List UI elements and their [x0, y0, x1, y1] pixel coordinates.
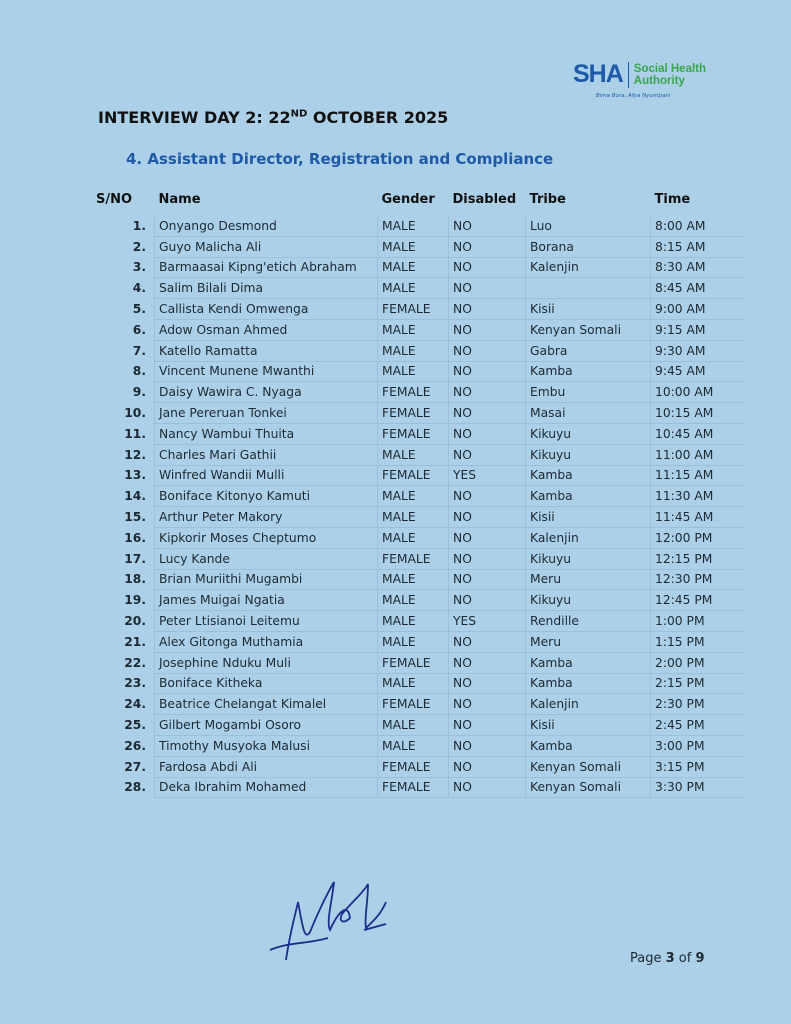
cell-tribe: Kenyan Somali	[526, 756, 651, 777]
cell-gender: FEMALE	[378, 423, 449, 444]
cell-gender: MALE	[378, 486, 449, 507]
cell-time: 11:45 AM	[651, 507, 746, 528]
cell-gender: FEMALE	[378, 756, 449, 777]
cell-gender: MALE	[378, 257, 449, 278]
cell-name: Beatrice Chelangat Kimalel	[155, 694, 378, 715]
cell-time: 2:00 PM	[651, 652, 746, 673]
cell-name: Lucy Kande	[155, 548, 378, 569]
cell-tribe: Masai	[526, 403, 651, 424]
cell-sno: 18.	[124, 572, 146, 587]
cell-time: 10:15 AM	[651, 403, 746, 424]
header-gender: Gender	[381, 191, 435, 207]
cell-tribe: Kamba	[526, 652, 651, 673]
cell-disabled: NO	[449, 257, 526, 278]
cell-gender: MALE	[378, 673, 449, 694]
cell-time: 12:30 PM	[651, 569, 746, 590]
cell-gender: MALE	[378, 340, 449, 361]
cell-gender: MALE	[378, 569, 449, 590]
cell-tribe: Embu	[526, 382, 651, 403]
cell-disabled: NO	[449, 756, 526, 777]
cell-name: Timothy Musyoka Malusi	[155, 735, 378, 756]
cell-gender: FEMALE	[378, 548, 449, 569]
cell-disabled: NO	[449, 694, 526, 715]
cell-gender: MALE	[378, 527, 449, 548]
cell-tribe: Kalenjin	[526, 257, 651, 278]
cell-disabled: NO	[449, 216, 526, 236]
cell-tribe: Meru	[526, 569, 651, 590]
cell-name: Salim Bilali Dima	[155, 278, 378, 299]
cell-time: 1:00 PM	[651, 611, 746, 632]
table-row	[96, 278, 745, 299]
cell-name: Arthur Peter Makory	[155, 507, 378, 528]
page-label: Page	[630, 951, 666, 966]
cell-tribe: Meru	[526, 631, 651, 652]
cell-disabled: NO	[449, 652, 526, 673]
cell-time: 12:00 PM	[651, 527, 746, 548]
cell-disabled: NO	[449, 299, 526, 320]
cell-time: 12:15 PM	[651, 548, 746, 569]
cell-disabled: NO	[449, 735, 526, 756]
cell-sno: 12.	[124, 447, 146, 462]
page-total: 9	[695, 951, 705, 966]
cell-sno: 21.	[124, 634, 146, 649]
cell-disabled: NO	[449, 340, 526, 361]
section-subtitle: 4. Assistant Director, Registration and Compliance	[126, 150, 554, 168]
cell-sno: 13.	[124, 468, 146, 483]
cell-sno: 24.	[124, 697, 146, 712]
cell-name: James Muigai Ngatia	[155, 590, 378, 611]
cell-name: Winfred Wandii Mulli	[155, 465, 378, 486]
cell-sno: 3.	[132, 260, 146, 275]
header-name: Name	[158, 191, 201, 207]
cell-tribe: Borana	[526, 236, 651, 257]
table-row	[96, 507, 745, 528]
cell-name: Guyo Malicha Ali	[155, 236, 378, 257]
table-row	[96, 611, 745, 632]
logo-name-line1: Social Health	[633, 62, 707, 75]
cell-name: Gilbert Mogambi Osoro	[155, 715, 378, 736]
cell-disabled: NO	[449, 548, 526, 569]
cell-disabled: NO	[449, 507, 526, 528]
cell-tribe: Kisii	[526, 507, 651, 528]
cell-tribe: Kalenjin	[526, 527, 651, 548]
table-row	[96, 652, 745, 673]
cell-disabled: NO	[449, 569, 526, 590]
cell-name: Vincent Munene Mwanthi	[155, 361, 378, 382]
cell-tribe: Kalenjin	[526, 694, 651, 715]
cell-time: 10:45 AM	[651, 423, 746, 444]
cell-time: 11:00 AM	[651, 444, 746, 465]
cell-tribe	[526, 278, 651, 299]
cell-name: Boniface Kitheka	[155, 673, 378, 694]
cell-disabled: NO	[449, 527, 526, 548]
cell-time: 8:30 AM	[651, 257, 746, 278]
cell-disabled: NO	[449, 777, 526, 798]
cell-tribe: Gabra	[526, 340, 651, 361]
header-disabled: Disabled	[452, 191, 517, 207]
logo-tagline: Bima Bora, Afya Nyumbani	[596, 93, 671, 99]
cell-name: Onyango Desmond	[155, 216, 378, 236]
page-number	[630, 951, 705, 966]
cell-name: Jane Pereruan Tonkei	[155, 403, 378, 424]
cell-time: 1:15 PM	[651, 631, 746, 652]
table-row	[96, 527, 745, 548]
cell-name: Deka Ibrahim Mohamed	[155, 777, 378, 798]
cell-sno: 25.	[124, 718, 146, 733]
cell-sno: 22.	[124, 655, 146, 670]
cell-name: Kipkorir Moses Cheptumo	[155, 527, 378, 548]
cell-sno: 19.	[124, 593, 146, 608]
cell-gender: FEMALE	[378, 465, 449, 486]
cell-time: 11:30 AM	[651, 486, 746, 507]
cell-tribe: Kamba	[526, 735, 651, 756]
table-row	[96, 361, 745, 382]
cell-tribe: Luo	[526, 216, 651, 236]
table-row	[96, 631, 745, 652]
cell-gender: MALE	[378, 735, 449, 756]
cell-gender: FEMALE	[378, 694, 449, 715]
cell-time: 9:00 AM	[651, 299, 746, 320]
cell-tribe: Kikuyu	[526, 423, 651, 444]
signature	[268, 872, 398, 972]
cell-gender: FEMALE	[378, 403, 449, 424]
cell-tribe: Kenyan Somali	[526, 777, 651, 798]
cell-sno: 20.	[124, 614, 146, 629]
cell-time: 2:45 PM	[651, 715, 746, 736]
cell-name: Katello Ramatta	[155, 340, 378, 361]
cell-time: 9:15 AM	[651, 319, 746, 340]
header-tribe: Tribe	[529, 191, 566, 207]
table-row	[96, 715, 745, 736]
cell-sno: 14.	[124, 489, 146, 504]
cell-disabled: NO	[449, 382, 526, 403]
table-row	[96, 340, 745, 361]
table-row	[96, 299, 745, 320]
cell-sno: 10.	[124, 406, 146, 421]
table-row	[96, 548, 745, 569]
cell-tribe: Kamba	[526, 673, 651, 694]
cell-sno: 27.	[124, 759, 146, 774]
table-row	[96, 423, 745, 444]
cell-gender: FEMALE	[378, 777, 449, 798]
cell-gender: MALE	[378, 361, 449, 382]
header-sno: S/NO	[96, 191, 133, 207]
cell-sno: 4.	[132, 281, 146, 296]
cell-sno: 9.	[132, 385, 146, 400]
cell-time: 3:30 PM	[651, 777, 746, 798]
cell-time: 8:00 AM	[651, 216, 746, 236]
cell-disabled: NO	[449, 631, 526, 652]
table-row	[96, 319, 745, 340]
cell-sno: 2.	[132, 239, 146, 254]
table-row	[96, 735, 745, 756]
cell-disabled: YES	[449, 465, 526, 486]
table-row	[96, 756, 745, 777]
cell-tribe: Kenyan Somali	[526, 319, 651, 340]
cell-disabled: NO	[449, 444, 526, 465]
logo-mark: SHA	[573, 60, 623, 88]
cell-gender: MALE	[378, 278, 449, 299]
cell-disabled: NO	[449, 278, 526, 299]
cell-sno: 23.	[124, 676, 146, 691]
cell-name: Callista Kendi Omwenga	[155, 299, 378, 320]
cell-time: 10:00 AM	[651, 382, 746, 403]
cell-name: Barmaasai Kipng'etich Abraham	[155, 257, 378, 278]
cell-disabled: NO	[449, 590, 526, 611]
cell-sno: 8.	[132, 364, 146, 379]
logo-name	[634, 63, 706, 87]
cell-sno: 16.	[124, 530, 146, 545]
table-row	[96, 444, 745, 465]
cell-gender: MALE	[378, 611, 449, 632]
cell-sno: 11.	[124, 426, 146, 441]
cell-disabled: NO	[449, 361, 526, 382]
sha-logo	[573, 60, 706, 89]
table-row	[96, 569, 745, 590]
cell-tribe: Kamba	[526, 486, 651, 507]
cell-time: 9:45 AM	[651, 361, 746, 382]
cell-name: Alex Gitonga Muthamia	[155, 631, 378, 652]
header-time: Time	[654, 191, 691, 207]
cell-time: 2:30 PM	[651, 694, 746, 715]
cell-gender: MALE	[378, 715, 449, 736]
page-of: of	[674, 951, 696, 966]
cell-gender: MALE	[378, 631, 449, 652]
title-sup: ND	[290, 108, 308, 120]
cell-disabled: NO	[449, 423, 526, 444]
cell-name: Daisy Wawira C. Nyaga	[155, 382, 378, 403]
cell-sno: 28.	[124, 780, 146, 795]
table-row	[96, 403, 745, 424]
cell-gender: MALE	[378, 319, 449, 340]
cell-gender: FEMALE	[378, 652, 449, 673]
table-row	[96, 236, 745, 257]
cell-name: Adow Osman Ahmed	[155, 319, 378, 340]
cell-time: 2:15 PM	[651, 673, 746, 694]
cell-time: 12:45 PM	[651, 590, 746, 611]
cell-gender: MALE	[378, 590, 449, 611]
table-row	[96, 486, 745, 507]
table-row	[96, 465, 745, 486]
page-title	[98, 108, 448, 127]
cell-disabled: NO	[449, 486, 526, 507]
cell-disabled: NO	[449, 715, 526, 736]
cell-disabled: NO	[449, 236, 526, 257]
cell-tribe: Kamba	[526, 361, 651, 382]
interview-table	[96, 188, 745, 798]
cell-tribe: Kisii	[526, 715, 651, 736]
cell-tribe: Kisii	[526, 299, 651, 320]
title-suffix: OCTOBER 2025	[307, 108, 449, 127]
cell-disabled: NO	[449, 673, 526, 694]
logo-divider	[628, 62, 629, 88]
cell-name: Boniface Kitonyo Kamuti	[155, 486, 378, 507]
table-row	[96, 216, 745, 236]
cell-gender: FEMALE	[378, 299, 449, 320]
cell-name: Fardosa Abdi Ali	[155, 756, 378, 777]
table-header	[96, 188, 745, 216]
cell-tribe: Kikuyu	[526, 548, 651, 569]
title-prefix: INTERVIEW DAY 2: 22	[98, 108, 291, 127]
cell-gender: MALE	[378, 507, 449, 528]
cell-name: Nancy Wambui Thuita	[155, 423, 378, 444]
logo-name-line2: Authority	[633, 74, 685, 87]
cell-sno: 7.	[132, 343, 146, 358]
cell-name: Brian Muriithi Mugambi	[155, 569, 378, 590]
cell-disabled: NO	[449, 403, 526, 424]
cell-time: 11:15 AM	[651, 465, 746, 486]
cell-time: 3:15 PM	[651, 756, 746, 777]
cell-name: Peter Ltisianoi Leitemu	[155, 611, 378, 632]
cell-tribe: Kikuyu	[526, 590, 651, 611]
cell-sno: 6.	[132, 322, 146, 337]
table-row	[96, 257, 745, 278]
cell-gender: MALE	[378, 236, 449, 257]
table-row	[96, 590, 745, 611]
cell-sno: 15.	[124, 510, 146, 525]
cell-tribe: Kamba	[526, 465, 651, 486]
cell-time: 8:45 AM	[651, 278, 746, 299]
cell-disabled: YES	[449, 611, 526, 632]
cell-gender: MALE	[378, 444, 449, 465]
cell-time: 8:15 AM	[651, 236, 746, 257]
table-row	[96, 694, 745, 715]
cell-name: Josephine Nduku Muli	[155, 652, 378, 673]
cell-time: 3:00 PM	[651, 735, 746, 756]
cell-sno: 26.	[124, 738, 146, 753]
cell-sno: 1.	[132, 219, 146, 234]
table-row	[96, 382, 745, 403]
cell-time: 9:30 AM	[651, 340, 746, 361]
cell-name: Charles Mari Gathii	[155, 444, 378, 465]
table-row	[96, 777, 745, 798]
cell-sno: 17.	[124, 551, 146, 566]
cell-disabled: NO	[449, 319, 526, 340]
cell-sno: 5.	[132, 302, 146, 317]
table-row	[96, 673, 745, 694]
cell-gender: FEMALE	[378, 382, 449, 403]
page-current: 3	[665, 951, 675, 966]
cell-tribe: Kikuyu	[526, 444, 651, 465]
cell-gender: MALE	[378, 216, 449, 236]
cell-tribe: Rendille	[526, 611, 651, 632]
